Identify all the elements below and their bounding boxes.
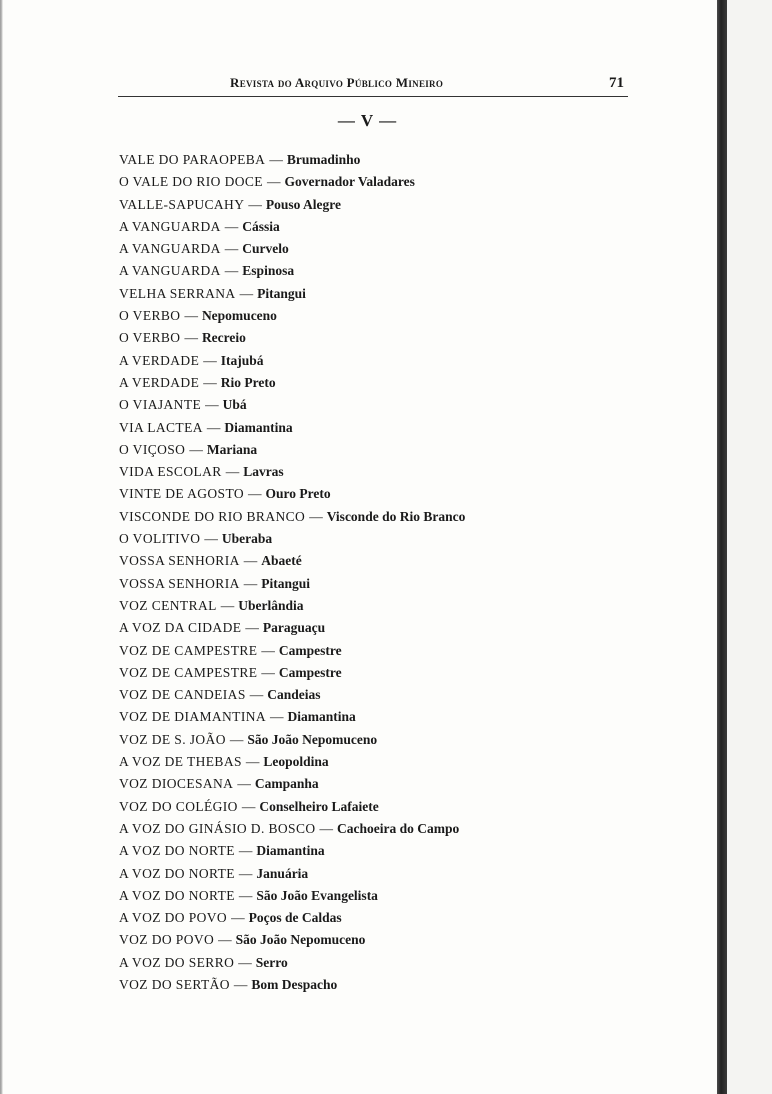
periodical-title: O VIAJANTE <box>119 397 202 413</box>
periodical-title: A VANGUARDA <box>119 241 221 257</box>
city-name: Uberlândia <box>238 597 304 613</box>
periodical-title: VOZ DIOCESANA <box>119 776 234 792</box>
city-name: Nepomuceno <box>201 308 277 324</box>
list-item <box>119 773 679 795</box>
periodical-list <box>119 149 679 996</box>
list-item <box>119 417 679 439</box>
list-item <box>119 327 679 349</box>
dash-separator: — <box>203 352 217 368</box>
periodical-title: VOZ DE CANDEIAS <box>119 687 246 703</box>
dash-separator: — <box>184 308 198 324</box>
periodical-title: VOZ DO SERTÃO <box>119 976 230 992</box>
list-item <box>119 260 679 282</box>
city-name: Campestre <box>278 642 342 658</box>
periodical-title: O VERBO <box>119 308 181 324</box>
list-item <box>119 706 679 728</box>
city-name: Curvelo <box>242 241 289 257</box>
periodical-title: VOZ DE DIAMANTINA <box>119 709 267 725</box>
page-number: 71 <box>609 75 624 91</box>
dash-separator: — <box>238 887 253 903</box>
journal-title: Revista do Arquivo Público Mineiro <box>230 75 444 90</box>
dash-separator: — <box>241 798 256 814</box>
dash-separator: — <box>224 218 239 234</box>
dash-separator: — <box>269 152 283 167</box>
dash-separator: — <box>206 419 221 435</box>
city-name: Cachoeira do Campo <box>337 820 460 836</box>
dash-separator: — <box>245 620 259 636</box>
list-item <box>119 640 679 662</box>
city-name: Itajubá <box>220 352 264 368</box>
page-left-edge <box>0 0 3 1094</box>
dash-separator: — <box>239 285 254 301</box>
city-name: Mariana <box>206 441 258 457</box>
dash-separator: — <box>238 843 253 859</box>
dash-separator: — <box>224 241 239 257</box>
list-item <box>119 929 679 951</box>
city-name: Lavras <box>243 464 284 480</box>
dash-separator: — <box>309 508 323 524</box>
list-item <box>119 952 679 974</box>
city-name: Abaeté <box>261 553 302 569</box>
periodical-title: VOZ DO POVO <box>119 932 215 948</box>
dash-separator: — <box>220 597 235 613</box>
city-name: Pouso Alegre <box>265 196 341 212</box>
periodical-title: VOSSA SENHORIA <box>119 575 240 591</box>
list-item <box>119 439 679 461</box>
list-item <box>119 550 679 572</box>
periodical-title: A VERDADE <box>119 352 200 368</box>
list-item <box>119 506 679 528</box>
dash-separator: — <box>237 776 251 792</box>
dash-separator: — <box>231 910 245 926</box>
periodical-title: VALLE-SAPUCAHY <box>119 196 245 212</box>
city-name: Diamantina <box>256 843 325 859</box>
running-header <box>118 72 628 97</box>
periodical-title: O VERBO <box>119 330 181 346</box>
periodical-title: A VOZ DO SERRO <box>119 954 235 970</box>
dash-separator: — <box>225 464 240 480</box>
city-name: São João Nepomuceno <box>247 731 378 747</box>
periodical-title: VISCONDE DO RIO BRANCO <box>119 508 306 524</box>
city-name: Serro <box>255 954 288 970</box>
city-name: Cássia <box>242 218 280 234</box>
city-name: Conselheiro Lafaiete <box>259 798 379 814</box>
periodical-title: VIDA ESCOLAR <box>119 464 222 480</box>
dash-separator: — <box>229 731 244 747</box>
list-item <box>119 238 679 260</box>
periodical-title: A VANGUARDA <box>119 263 221 279</box>
dash-separator: — <box>248 486 262 502</box>
list-item <box>119 283 679 305</box>
list-item <box>119 974 679 996</box>
periodical-title: A VOZ DA CIDADE <box>119 620 242 636</box>
list-item <box>119 216 679 238</box>
list-item <box>119 149 679 171</box>
list-item <box>119 394 679 416</box>
dash-separator: — <box>204 531 218 547</box>
list-item <box>119 729 679 751</box>
city-name: Brumadinho <box>286 152 361 167</box>
city-name: Campestre <box>278 664 342 680</box>
list-item <box>119 684 679 706</box>
periodical-title: A VOZ DE THEBAS <box>119 754 242 770</box>
periodical-title: O VOLITIVO <box>119 531 201 547</box>
city-name: Visconde do Rio Branco <box>326 508 466 524</box>
city-name: Ouro Preto <box>265 486 331 502</box>
list-item <box>119 483 679 505</box>
city-name: Ubá <box>222 397 247 413</box>
periodical-title: VOZ DE CAMPESTRE <box>119 664 258 680</box>
book-spine-shadow <box>717 0 727 1094</box>
list-item <box>119 818 679 840</box>
dash-separator: — <box>205 397 219 413</box>
dash-separator: — <box>218 932 232 948</box>
dash-separator: — <box>261 642 275 658</box>
city-name: Paraguaçu <box>262 620 326 636</box>
list-item <box>119 751 679 773</box>
dash-separator: — <box>266 174 281 190</box>
dash-separator: — <box>203 374 217 390</box>
periodical-title: A VOZ DO GINÁSIO D. BOSCO <box>119 820 316 836</box>
list-item <box>119 573 679 595</box>
dash-separator: — <box>319 820 334 836</box>
periodical-title: O VIÇOSO <box>119 441 186 457</box>
periodical-title: VALE DO PARAOPEBA <box>119 152 266 167</box>
dash-separator: — <box>224 263 239 279</box>
dash-separator: — <box>248 196 262 212</box>
periodical-title: VOZ DE CAMPESTRE <box>119 642 258 658</box>
facing-page-edge <box>727 0 772 1094</box>
list-item <box>119 617 679 639</box>
city-name: Diamantina <box>224 419 293 435</box>
city-name: Rio Preto <box>220 374 276 390</box>
periodical-title: A VOZ DO NORTE <box>119 887 235 903</box>
periodical-title: VIA LACTEA <box>119 419 203 435</box>
city-name: Uberaba <box>221 531 273 547</box>
periodical-title: A VERDADE <box>119 374 200 390</box>
dash-separator: — <box>243 553 258 569</box>
list-item <box>119 662 679 684</box>
periodical-title: VELHA SERRANA <box>119 285 236 301</box>
city-name: Espinosa <box>242 263 295 279</box>
city-name: Governador Valadares <box>284 174 415 190</box>
city-name: Bom Despacho <box>251 976 338 992</box>
list-item <box>119 528 679 550</box>
dash-separator: — <box>245 754 260 770</box>
list-item <box>119 796 679 818</box>
list-item <box>119 595 679 617</box>
list-item <box>119 305 679 327</box>
periodical-title: O VALE DO RIO DOCE <box>119 174 263 190</box>
city-name: São João Evangelista <box>256 887 378 903</box>
periodical-title: VOZ DO COLÉGIO <box>119 798 238 814</box>
dash-separator: — <box>189 441 203 457</box>
city-name: Pitangui <box>257 285 306 301</box>
city-name: Januária <box>256 865 309 881</box>
periodical-title: A VOZ DO NORTE <box>119 843 235 859</box>
list-item <box>119 885 679 907</box>
periodical-title: VOZ CENTRAL <box>119 597 217 613</box>
dash-separator: — <box>243 575 258 591</box>
periodical-title: A VOZ DO POVO <box>119 910 228 926</box>
list-item <box>119 907 679 929</box>
dash-separator: — <box>249 687 264 703</box>
city-name: Poços de Caldas <box>248 910 342 926</box>
city-name: Candeias <box>267 687 321 703</box>
list-item <box>119 372 679 394</box>
city-name: Recreio <box>201 330 246 346</box>
city-name: São João Nepomuceno <box>235 932 366 948</box>
periodical-title: VOZ DE S. JOÃO <box>119 731 226 747</box>
list-item <box>119 461 679 483</box>
city-name: Campanha <box>254 776 319 792</box>
dash-separator: — <box>238 954 252 970</box>
periodical-title: A VOZ DO NORTE <box>119 865 235 881</box>
list-item <box>119 350 679 372</box>
dash-separator: — <box>270 709 284 725</box>
city-name: Diamantina <box>287 709 356 725</box>
periodical-title: VINTE DE AGOSTO <box>119 486 244 502</box>
list-item <box>119 840 679 862</box>
dash-separator: — <box>261 664 275 680</box>
city-name: Leopoldina <box>263 754 329 770</box>
list-item <box>119 194 679 216</box>
dash-separator: — <box>184 330 198 346</box>
dash-separator: — <box>233 976 248 992</box>
periodical-title: VOSSA SENHORIA <box>119 553 240 569</box>
city-name: Pitangui <box>261 575 311 591</box>
list-item <box>119 863 679 885</box>
dash-separator: — <box>238 865 253 881</box>
periodical-title: A VANGUARDA <box>119 218 221 234</box>
list-item <box>119 171 679 193</box>
section-heading: — V — <box>337 111 398 130</box>
